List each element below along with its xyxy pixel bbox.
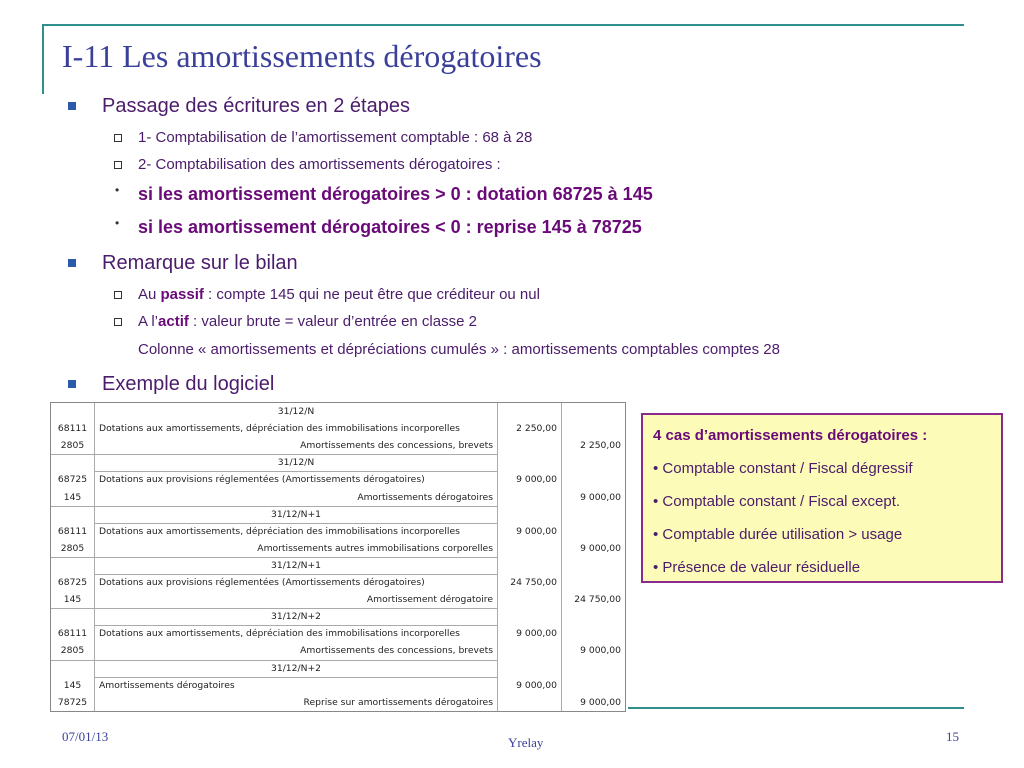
entry-label: Amortissement dérogatoire: [366, 594, 493, 606]
entry-label: 31/12/N+1: [271, 508, 321, 520]
credit-amount: 9 000,00: [580, 696, 621, 708]
row-divider: [51, 454, 497, 455]
text-bold: passif: [160, 286, 204, 303]
row-divider: [51, 608, 497, 609]
row-divider: [51, 660, 497, 661]
credit-amount: 24 750,00: [574, 594, 621, 606]
entry-label: Dotations aux amortissements, dépréciation des immobilisations incorporelles: [99, 525, 460, 537]
callout-item: • Comptable constant / Fiscal dégressif: [653, 460, 913, 477]
entry-label: Dotations aux provisions réglementées (Amortissements dérogatoires): [99, 474, 425, 486]
dot-bullet-icon: •: [115, 216, 120, 230]
frame-top-line: [42, 24, 964, 26]
account-number: 68725: [57, 474, 88, 486]
sub-item-text: Colonne « amortissements et dépréciations cumulés » : amortissements comptables comptes 28: [138, 341, 780, 358]
entry-label: Amortissements autres immobilisations corporelles: [257, 542, 493, 554]
square-bullet-icon: [68, 102, 76, 110]
account-number: 68111: [57, 628, 88, 640]
bullet-text: Exemple du logiciel: [102, 373, 275, 395]
account-number: 2805: [60, 440, 85, 452]
bullet-text: Passage des écritures en 2 étapes: [102, 95, 410, 117]
square-bullet-icon: [68, 380, 76, 388]
entry-label: 31/12/N: [277, 457, 315, 469]
text-rest: : compte 145 qui ne peut être que créditeur ou nul: [203, 286, 540, 303]
rule-text: si les amortissement dérogatoires < 0 : reprise 145 à 78725: [138, 217, 642, 237]
slide-title: I-11 Les amortissements dérogatoires: [62, 38, 542, 74]
hollow-square-bullet-icon: [114, 134, 122, 142]
account-number: 2805: [60, 645, 85, 657]
hollow-square-bullet-icon: [114, 318, 122, 326]
callout-title: 4 cas d’amortissements dérogatoires :: [653, 427, 928, 444]
callout-item: • Comptable constant / Fiscal except.: [653, 493, 901, 510]
account-number: 145: [63, 679, 82, 691]
text-bold: actif: [158, 313, 189, 330]
credit-amount: 2 250,00: [580, 440, 621, 452]
account-number: 78725: [57, 696, 88, 708]
account-number: 68725: [57, 577, 88, 588]
sub-item-text: [138, 313, 477, 330]
entry-label: Amortissements des concessions, brevets: [300, 645, 493, 657]
text-prefix: Au: [138, 286, 161, 303]
footer-author: Yrelay: [508, 735, 544, 750]
debit-amount: 9 000,00: [516, 679, 557, 691]
row-divider: [94, 574, 497, 575]
text-rest: : valeur brute = valeur d’entrée en classe 2: [188, 313, 477, 330]
entry-label: Reprise sur amortissements dérogatoires: [303, 696, 493, 708]
row-divider: [94, 625, 497, 626]
account-number: 2805: [60, 542, 85, 554]
square-bullet-icon: [68, 259, 76, 267]
entry-label: Amortissements des concessions, brevets: [300, 440, 493, 452]
entry-label: 31/12/N+1: [271, 559, 321, 571]
entry-label: Dotations aux amortissements, dépréciation des immobilisations incorporelles: [99, 423, 460, 435]
entry-label: Amortissements dérogatoires: [99, 679, 235, 691]
account-number: 145: [63, 594, 82, 606]
row-divider: [94, 471, 497, 472]
credit-amount: 9 000,00: [580, 491, 621, 503]
footer-page-number: 15: [946, 729, 959, 744]
callout-box: [641, 413, 1003, 583]
row-divider: [51, 557, 497, 558]
account-number: 68111: [57, 423, 88, 435]
entry-label: Dotations aux provisions réglementées (Amortissements dérogatoires): [99, 577, 425, 588]
credit-amount: 9 000,00: [580, 542, 621, 554]
text-prefix: A l’: [138, 313, 159, 330]
debit-amount: 9 000,00: [516, 628, 557, 640]
debit-amount: 24 750,00: [510, 577, 557, 588]
credit-amount: 9 000,00: [580, 645, 621, 657]
account-number: 68111: [57, 525, 88, 537]
account-number: 145: [63, 491, 82, 503]
entry-label: 31/12/N+2: [271, 662, 321, 674]
debit-amount: 2 250,00: [516, 423, 557, 435]
entry-label: 31/12/N: [277, 406, 315, 417]
callout-item: • Présence de valeur résiduelle: [653, 559, 861, 576]
sub-item-text: 1- Comptabilisation de l’amortissement comptable : 68 à 28: [138, 129, 533, 146]
debit-amount: 9 000,00: [516, 525, 557, 537]
hollow-square-bullet-icon: [114, 161, 122, 169]
entry-label: 31/12/N+2: [271, 611, 321, 623]
bullet-text: Remarque sur le bilan: [102, 252, 298, 274]
debit-amount: 9 000,00: [516, 474, 557, 486]
rule-text: si les amortissement dérogatoires > 0 : dotation 68725 à 145: [138, 184, 653, 204]
journal-table: [50, 402, 626, 712]
hollow-square-bullet-icon: [114, 291, 122, 299]
entry-label: Dotations aux amortissements, dépréciation des immobilisations incorporelles: [99, 628, 460, 640]
row-divider: [94, 677, 497, 678]
entry-label: Amortissements dérogatoires: [357, 491, 493, 503]
callout-item: • Comptable durée utilisation > usage: [653, 526, 903, 543]
row-divider: [51, 506, 497, 507]
row-divider: [94, 523, 497, 524]
sub-item-text: 2- Comptabilisation des amortissements dérogatoires :: [138, 156, 501, 173]
dot-bullet-icon: •: [115, 183, 120, 197]
col-divider: [497, 403, 498, 711]
sub-item-text: [138, 286, 540, 303]
frame-bottom-line: [628, 707, 964, 709]
frame-left-line: [42, 24, 44, 94]
footer-date: 07/01/13: [62, 729, 109, 744]
